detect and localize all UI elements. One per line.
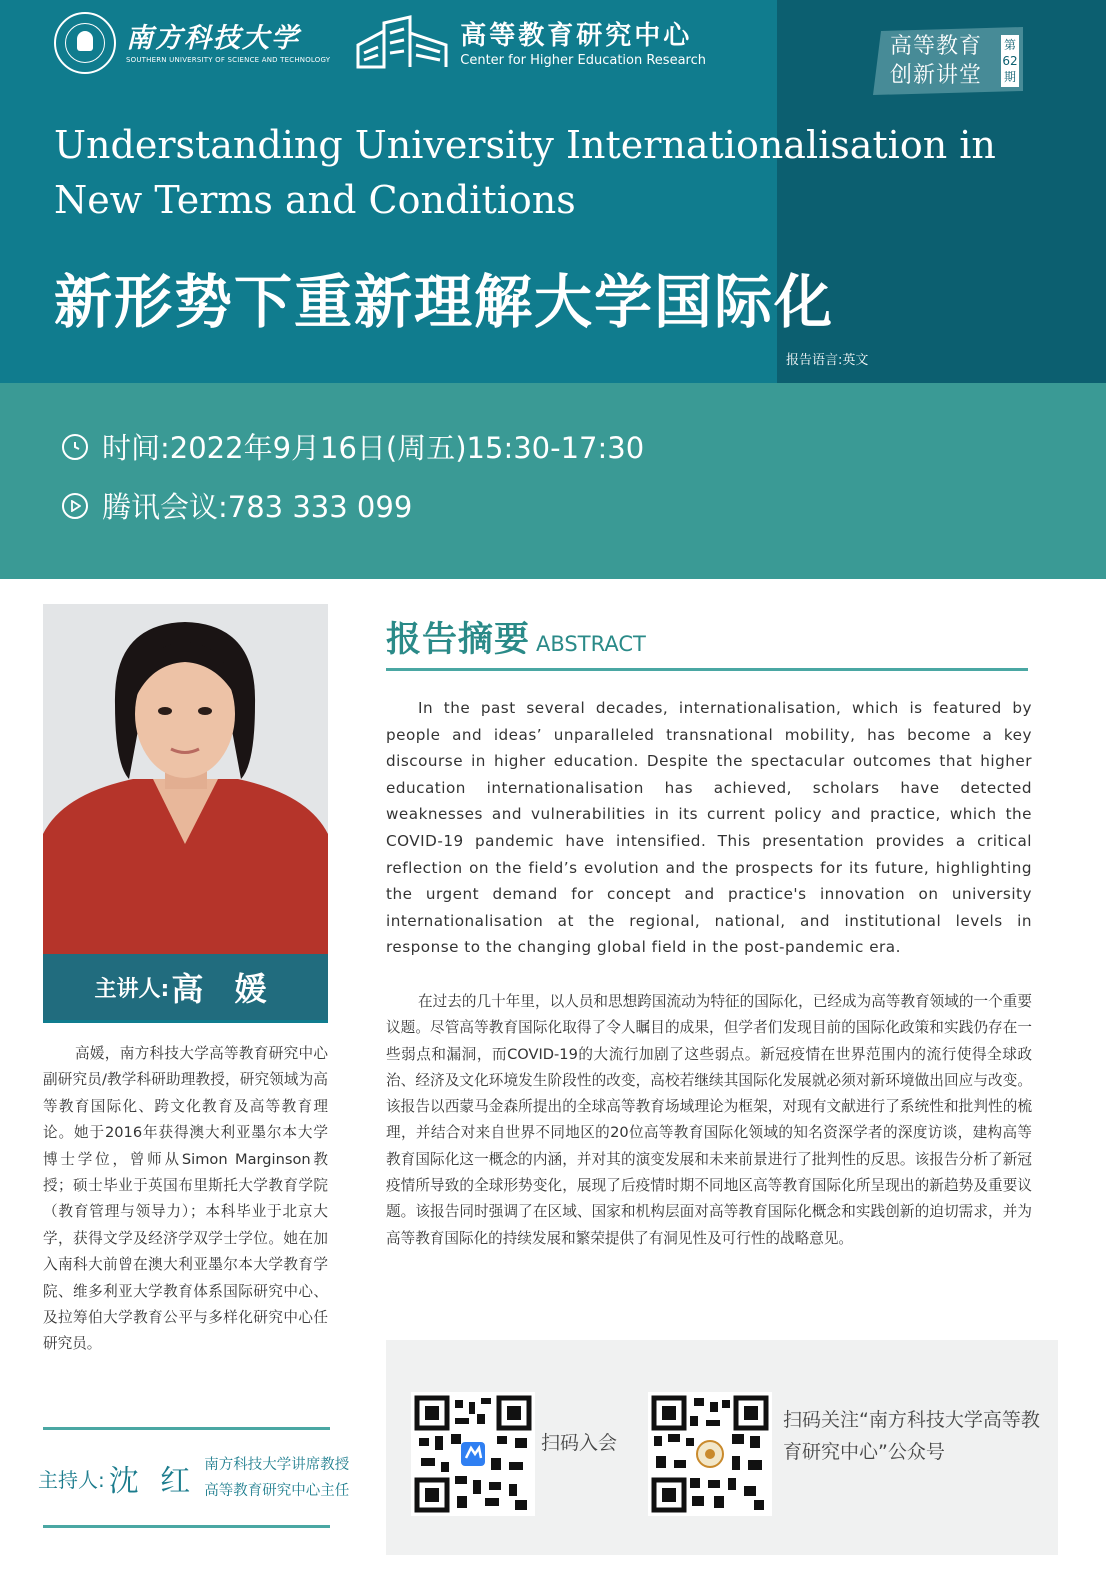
event-info-band: [0, 383, 1106, 579]
speaker-photo: [43, 604, 328, 954]
title-chinese: 新形势下重新理解大学国际化: [54, 268, 835, 336]
center-name-cn: 高等教育研究中心: [460, 20, 693, 51]
host-block: [38, 1452, 349, 1504]
series-badge: [873, 25, 1043, 95]
meeting-id: 腾讯会议:783 333 099: [102, 490, 413, 524]
title-english: Understanding University Internationalisation in New Terms and Conditions: [54, 123, 996, 222]
time-row: [62, 426, 644, 467]
host-name: 沈 红: [108, 1464, 197, 1499]
center-logo: [354, 15, 706, 71]
meeting-qr-code-icon[interactable]: [411, 1392, 535, 1516]
language-note: 报告语言:英文: [786, 353, 869, 368]
university-name-en: SOUTHERN UNIVERSITY OF SCIENCE AND TECHNOLOGY: [126, 56, 331, 64]
speaker-bio: 高媛，南方科技大学高等教育研究中心副研究员/教学科研助理教授，研究领域为高等教育国际化、跨文化教育及高等教育理论。她于2016年获得澳大利亚墨尔本大学博士学位，曾师从Simon Marginson教授；硕士毕业于英国布里斯托大学教育学院（教育管理与领导力）；本科毕业于北京大学，获得文学及经济学双学士学位。她在加入南科大前曾在澳大利亚墨尔本大学教育学院、维多利亚大学教育体系国际研究中心、及拉筹伯大学教育公平与多样化研究中心任研究员。: [43, 1045, 328, 1353]
qr-panel: [386, 1340, 1058, 1555]
event-time: 时间:2022年9月16日(周五)15:30-17:30: [102, 431, 645, 465]
host-top-divider: [43, 1427, 330, 1430]
abstract-chinese: 在过去的几十年里，以人员和思想跨国流动为特征的国际化，已经成为高等教育领域的一个重要议题。尽管高等教育国际化取得了令人瞩目的成果，但学者们发现目前的国际化政策和实践仍存在一些弱点和漏洞，而COVID-19的大流行加剧了这些弱点。新冠疫情在世界范围内的流行使得全球政治、经济及文化环境发生阶段性的改变，高校若继续其国际化发展就必须对新环境做出回应与改变。该报告以西蒙马金森所提出的全球高等教育场域理论为框架，对现有文献进行了系统性和批判性的梳理，并结合对来自世界不同地区的20位高等教育国际化领域的知名资深学者的深度访谈，建构高等教育国际化这一概念的内涵，并对其的演变发展和未来前景进行了批判性的反思。该报告分析了新冠疫情所导致的全球形势变化，展现了后疫情时期不同地区高等教育国际化所呈现出的新趋势及重要议题。该报告同时强调了在区域、国家和机构层面对高等教育国际化概念和实践创新的迫切需求，并为高等教育国际化的持续发展和繁荣提供了有洞见性及可行性的战略意见。: [386, 993, 1032, 1247]
issue-number: 62: [1002, 54, 1018, 68]
university-name: [126, 22, 330, 64]
series-name-line-1: 高等教育: [890, 34, 983, 59]
play-icon: [62, 493, 88, 519]
series-name-line-2: 创新讲堂: [890, 63, 983, 88]
logo-group: [54, 12, 706, 74]
university-seal-icon: [54, 12, 116, 74]
host-title-2: 高等教育研究中心主任: [204, 1483, 350, 1499]
clock-icon: [62, 434, 88, 460]
meeting-row: [62, 485, 412, 526]
speaker-portrait-icon: [43, 604, 328, 954]
host-bottom-divider: [43, 1525, 330, 1528]
center-name: [460, 19, 706, 68]
speaker-name: 高 媛: [171, 970, 277, 1008]
issue-prefix: 第: [1003, 38, 1016, 52]
center-name-en: Center for Higher Education Research: [460, 52, 706, 68]
abstract-heading: [386, 612, 646, 662]
host-title-1: 南方科技大学讲席教授: [204, 1457, 350, 1473]
abstract-heading-cn: 报告摘要: [386, 620, 531, 660]
abstract-divider: [386, 668, 1028, 671]
university-name-cn: 南方科技大学: [126, 23, 300, 54]
host-label: 主持人:: [38, 1467, 105, 1492]
abstract-heading-en: ABSTRACT: [536, 632, 646, 656]
building-logo-icon: [354, 15, 450, 71]
header-banner: [0, 0, 1106, 383]
follow-qr-label: 扫码关注“南方科技大学高等教育研究中心”公众号: [783, 1409, 1040, 1463]
host-titles: [204, 1452, 349, 1504]
abstract-english: In the past several decades, internationalisation, which is featured by people and ideas’ unparalleled transnational mobility, has become a key discourse in higher education. Despite the spectacular outcomes that higher education internationalisation has achieved, scholars have detected weaknesses and vulnerabilities in its current policy and practice, which the COVID-19 pandemic have intensified. This presentation provides a critical reflection on the field’s evolution and the prospects for its future, highlighting the urgent demand for concept and practice's innovation on university internationalisation at the regional, national, and institutional levels in response to the changing global field in the post-pandemic era.: [386, 699, 1032, 957]
meeting-qr-label: 扫码入会: [541, 1432, 618, 1454]
series-issue: [1001, 35, 1019, 87]
speaker-label: 主讲人:: [94, 976, 170, 1002]
speaker-name-bar: [43, 954, 328, 1023]
issue-suffix: 期: [1003, 70, 1016, 84]
series-name: [890, 32, 982, 90]
follow-qr-code-icon[interactable]: [648, 1392, 772, 1516]
